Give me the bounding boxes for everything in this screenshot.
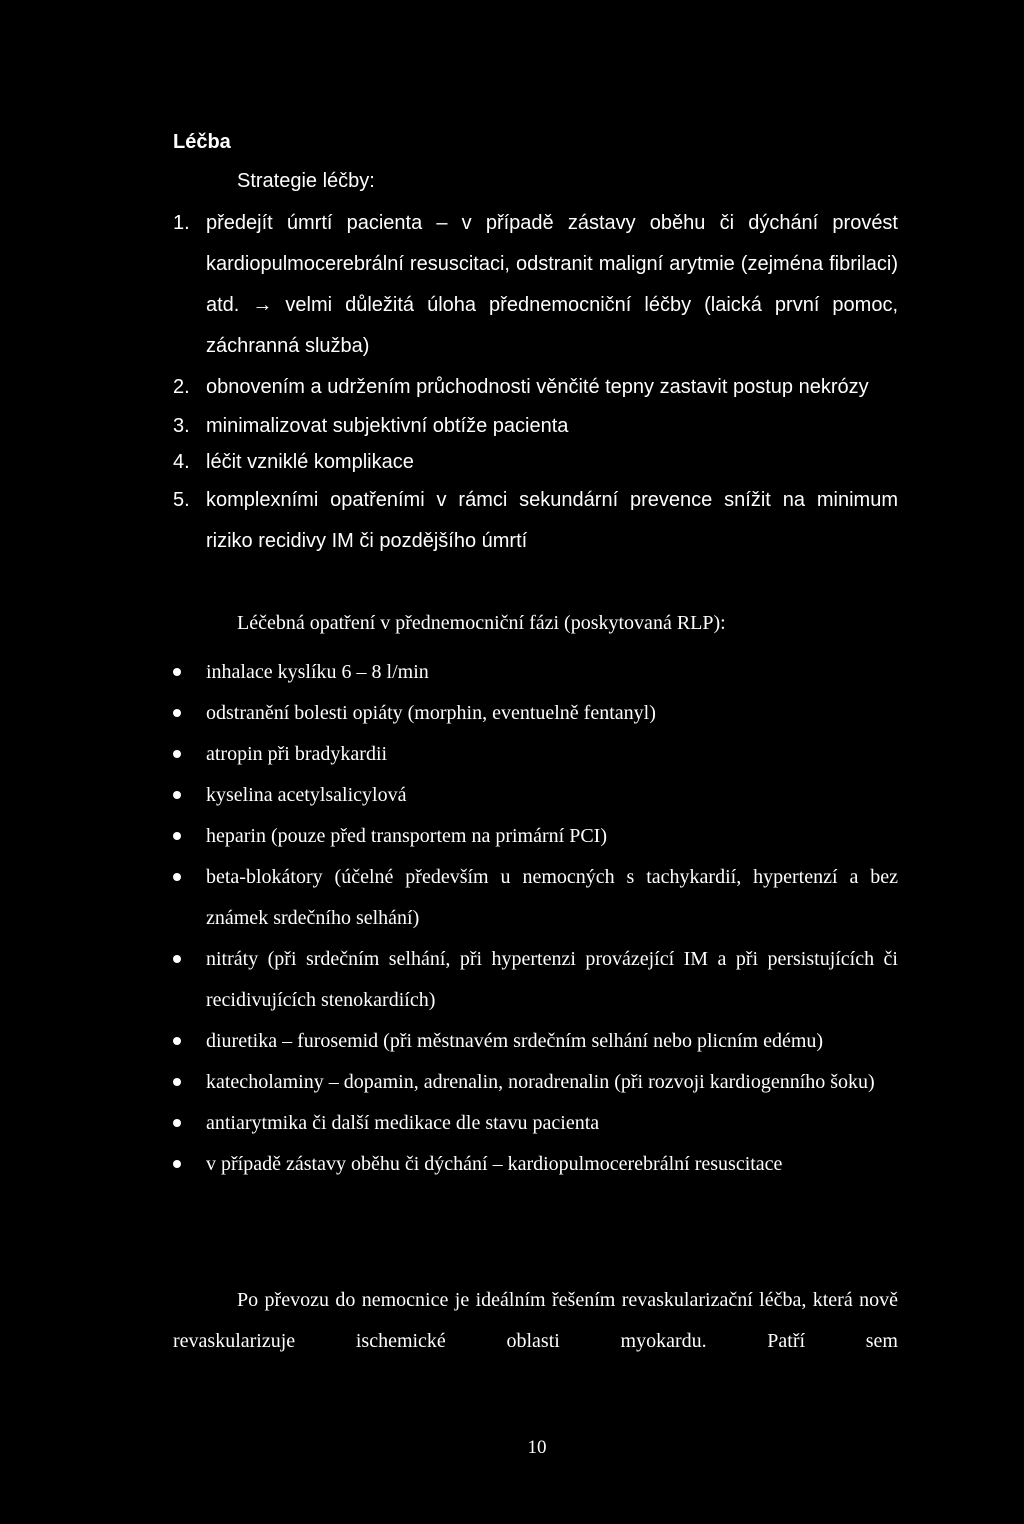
- measures-title: Léčebná opatření v přednemocniční fázi (poskytovaná RLP):: [237, 612, 726, 634]
- strategy-item-text: léčit vzniklé komplikace: [206, 451, 414, 473]
- measure-item: [173, 1021, 898, 1062]
- measure-item: [173, 652, 898, 693]
- strategy-item-text: minimalizovat subjektivní obtíže pacienta: [206, 415, 569, 437]
- measure-item: [173, 693, 898, 734]
- measures-list: [173, 652, 898, 1185]
- bullet-icon: [173, 750, 181, 758]
- measure-item-text: beta-blokátory (účelné především u nemocných s tachykardií, hypertenzí a bez známek srdečního selhání): [206, 866, 898, 929]
- measure-item-text: atropin při bradykardii: [206, 743, 388, 765]
- bullet-icon: [173, 955, 181, 963]
- bullet-icon: [173, 668, 181, 676]
- measure-item: [173, 775, 898, 816]
- strategy-item-text: komplexními opatřeními v rámci sekundární prevence snížit na minimum riziko recidivy IM či pozdějšího úmrtí: [206, 489, 898, 552]
- measure-item: [173, 1144, 898, 1185]
- bullet-icon: [173, 832, 181, 840]
- page-number: 10: [527, 1437, 547, 1458]
- measure-item: [173, 857, 898, 939]
- measure-item-text: diuretika – furosemid (při městnavém srdečním selhání nebo plicním edému): [206, 1030, 824, 1052]
- strategy-title: Strategie léčby:: [237, 170, 375, 192]
- measure-item-text: kyselina acetylsalicylová: [206, 784, 407, 806]
- measure-item: [173, 939, 898, 1021]
- bullet-icon: [173, 791, 181, 799]
- bullet-icon: [173, 1037, 181, 1045]
- bullet-icon: [173, 1160, 181, 1168]
- measure-item-text: v případě zástavy oběhu či dýchání – kardiopulmocerebrální resuscitace: [206, 1153, 783, 1175]
- measure-item-text: antiarytmika či další medikace dle stavu pacienta: [206, 1112, 600, 1134]
- strategy-item-text: obnovením a udržením průchodnosti věnčité tepny zastavit postup nekrózy: [206, 376, 869, 398]
- strategy-item-number: 5.: [173, 489, 190, 511]
- strategy-item: [173, 367, 898, 408]
- bullet-icon: [173, 709, 181, 717]
- bullet-icon: [173, 1119, 181, 1127]
- measure-item: [173, 1103, 898, 1144]
- measure-item-text: katecholaminy – dopamin, adrenalin, noradrenalin (při rozvoji kardiogenního šoku): [206, 1071, 875, 1093]
- bullet-icon: [173, 873, 181, 881]
- strategy-list: [173, 203, 898, 562]
- strategy-item-number: 1.: [173, 212, 190, 234]
- closing-paragraph: Po převozu do nemocnice je ideálním řešením revaskularizační léčba, která nově revaskularizuje ischemické oblasti myokardu. Patří sem: [173, 1289, 898, 1352]
- strategy-item: [173, 408, 898, 444]
- strategy-item-number: 2.: [173, 376, 190, 398]
- measure-item-text: odstranění bolesti opiáty (morphin, eventuelně fentanyl): [206, 702, 656, 724]
- measure-item-text: nitráty (při srdečním selhání, při hypertenzi provázející IM a při persistujících či recidivujících stenokardiích): [206, 948, 898, 1011]
- measure-item-text: inhalace kyslíku 6 – 8 l/min: [206, 661, 429, 683]
- measure-item: [173, 816, 898, 857]
- strategy-item-number: 4.: [173, 451, 190, 473]
- strategy-item: [173, 480, 898, 562]
- measure-item: [173, 1062, 898, 1103]
- measure-item: [173, 734, 898, 775]
- bullet-icon: [173, 1078, 181, 1086]
- measure-item-text: heparin (pouze před transportem na primární PCI): [206, 825, 607, 847]
- section-heading: Léčba: [173, 131, 231, 153]
- strategy-item-number: 3.: [173, 415, 190, 437]
- strategy-item-text: předejít úmrtí pacienta – v případě zástavy oběhu či dýchání provést kardiopulmocerebrální resuscitaci, odstranit maligní arytmie (zejména fibrilaci) atd. → velmi důležitá úloha přednemocniční léčby (laická první pomoc, záchranná služba): [206, 212, 898, 357]
- strategy-item: [173, 203, 898, 367]
- strategy-item: [173, 444, 898, 480]
